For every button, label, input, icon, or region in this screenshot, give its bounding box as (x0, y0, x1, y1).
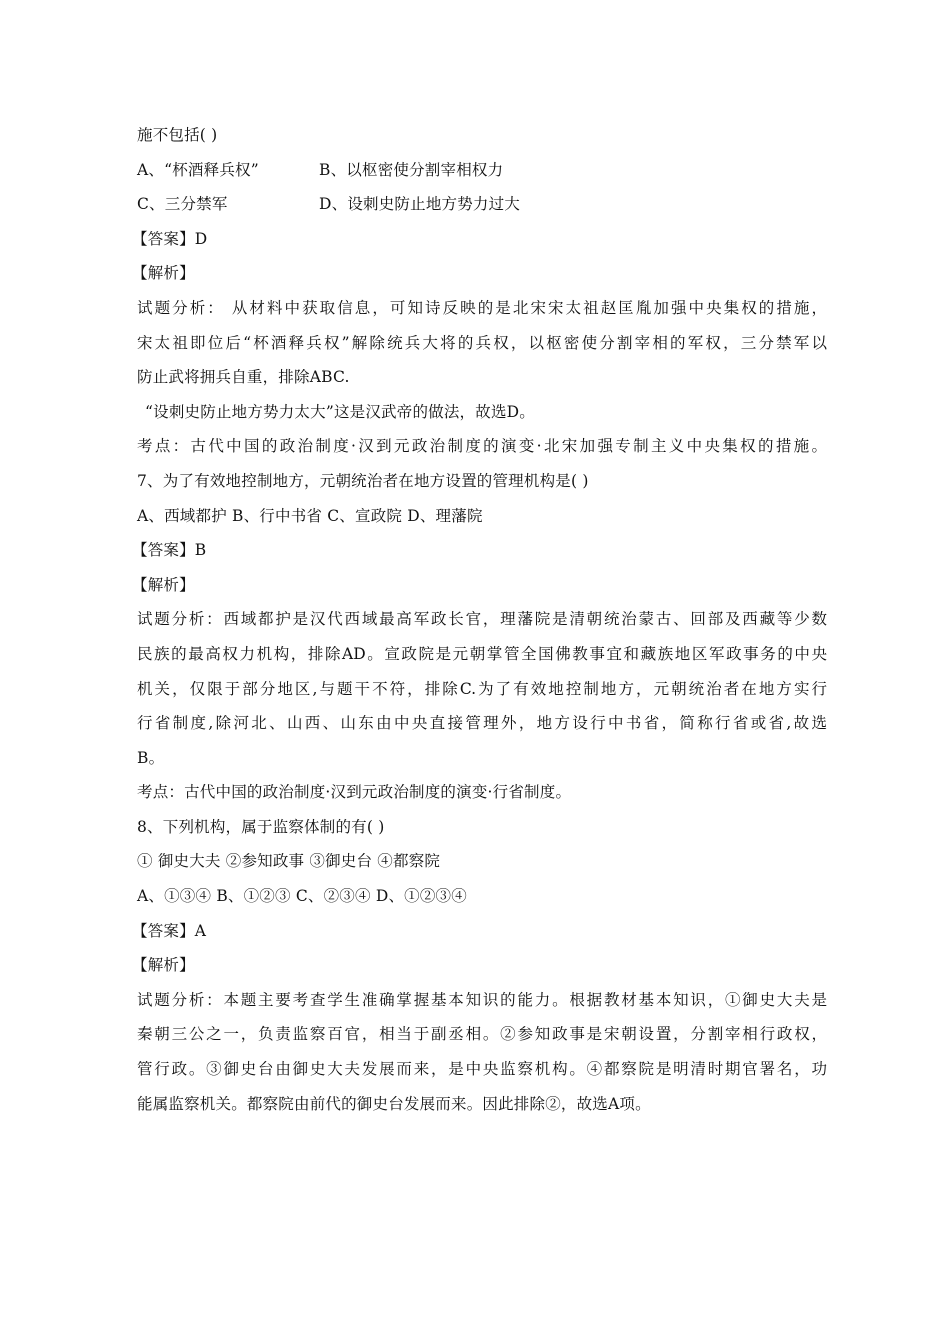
q7-analysis-line: 机关，仅限于部分地区,与题干不符，排除C.为了有效地控制地方，元朝统治者在地方实行 (137, 679, 827, 698)
q6-stem-tail: 施不包括( ) (137, 126, 218, 144)
q6-analysis-line: “设刺史防止地方势力太大”这是汉武帝的做法，故选D。 (145, 402, 535, 421)
q8-options: A、①③④ B、①②③ C、②③④ D、①②③④ (137, 887, 467, 906)
q8-analysis-line: 试题分析：本题主要考查学生准确掌握基本知识的能力。根据教材基本知识，①御史大夫是 (137, 990, 827, 1009)
q7-point: 考点：古代中国的政治制度·汉到元政治制度的演变·行省制度。 (137, 783, 572, 802)
q8-answer: 【答案】A (132, 921, 207, 940)
q8-analysis-label: 【解析】 (132, 956, 195, 975)
document-page (132, 118, 827, 1121)
q6-option-d: D、设刺史防止地方势力过大 (319, 195, 521, 214)
q6-answer: 【答案】D (132, 229, 208, 248)
q6-analysis-label: 【解析】 (132, 264, 195, 283)
q7-analysis-line: 行省制度,除河北、山西、山东由中央直接管理外，地方设行中书省，简称行省或省,故选 (137, 714, 827, 733)
q8-items: ① 御史大夫 ②参知政事 ③御史台 ④都察院 (137, 852, 441, 871)
q6-options-row-1 (137, 153, 827, 188)
q7-options: A、西域都护 B、行中书省 C、宣政院 D、理藩院 (137, 506, 483, 525)
q7-analysis-line: 民族的最高权力机构，排除AD。宣政院是元朝掌管全国佛教事宜和藏族地区军政事务的中央 (137, 644, 827, 663)
q8-stem: 8、下列机构，属于监察体制的有( ) (137, 817, 385, 836)
q8-analysis-line: 能属监察机关。都察院由前代的御史台发展而来。因此排除②，故选A项。 (137, 1094, 651, 1113)
q6-analysis-line: 宋太祖即位后“杯酒释兵权”解除统兵大将的兵权，以枢密使分割宰相的军权，三分禁军以 (137, 333, 827, 352)
q7-analysis-line: 试题分析：西域都护是汉代西域最高军政长官，理藩院是清朝统治蒙古、回部及西藏等少数 (137, 610, 827, 629)
q6-option-c: C、三分禁军 (137, 195, 228, 214)
q7-stem: 7、为了有效地控制地方，元朝统治者在地方设置的管理机构是( ) (137, 471, 589, 490)
q6-options-row-2 (137, 187, 827, 222)
q6-analysis-line: 试题分析： 从材料中获取信息，可知诗反映的是北宋宋太祖赵匡胤加强中央集权的措施， (137, 298, 827, 317)
q7-answer: 【答案】B (132, 541, 207, 560)
q6-point: 考点：古代中国的政治制度·汉到元政治制度的演变·北宋加强专制主义中央集权的措施。 (137, 437, 827, 456)
q6-analysis-line: 防止武将拥兵自重，排除ABC. (137, 368, 350, 387)
q6-option-b: B、以枢密使分割宰相权力 (319, 160, 504, 179)
q7-analysis-label: 【解析】 (132, 575, 195, 594)
q8-analysis-line: 秦朝三公之一，负责监察百官，相当于副丞相。②参知政事是宋朝设置，分割宰相行政权， (137, 1025, 827, 1044)
q7-analysis-line: B。 (137, 748, 165, 767)
q8-analysis-line: 管行政。③御史台由御史大夫发展而来，是中央监察机构。④都察院是明清时期官署名，功 (137, 1060, 827, 1079)
q6-option-a: A、“杯酒释兵权” (137, 160, 259, 179)
